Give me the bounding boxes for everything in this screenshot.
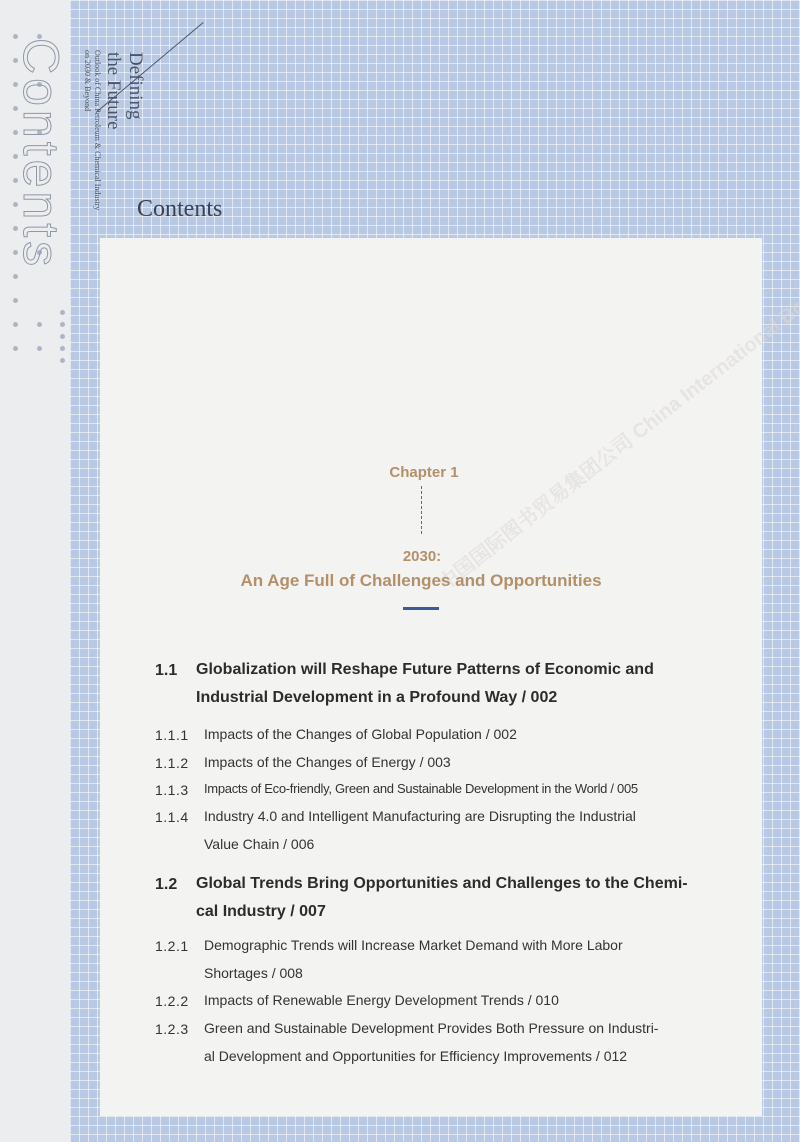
- section-title-line: Global Trends Bring Opportunities and Challenges to the Chemi-: [196, 875, 688, 892]
- section-title-line: Globalization will Reshape Future Patterns of Economic and: [196, 661, 654, 678]
- section-title-line: Industrial Development in a Profound Way / 002: [196, 689, 558, 706]
- subsection-number: 1.2.2: [155, 993, 189, 1009]
- chapter-dashed-connector: [421, 486, 422, 534]
- section-title-line: cal Industry / 007: [196, 903, 326, 920]
- toc-entry[interactable]: [204, 1014, 706, 1070]
- subsection-number: 1.2.1: [155, 938, 189, 954]
- section-title[interactable]: [196, 656, 706, 712]
- toc-entry-line: Impacts of the Changes of Energy / 003: [204, 754, 451, 770]
- chapter-underline-bar: [403, 607, 439, 610]
- subsection-number: 1.1.3: [155, 782, 189, 798]
- toc-entry-line: al Development and Opportunities for Efficiency Improvements / 012: [204, 1048, 628, 1064]
- toc-entry[interactable]: [204, 802, 706, 858]
- toc-entry[interactable]: [204, 748, 706, 776]
- subsection-number: 1.1.2: [155, 755, 189, 771]
- toc-entry-line: Green and Sustainable Development Provides Both Pressure on Industri-: [204, 1020, 659, 1036]
- page-title: Contents: [137, 196, 223, 222]
- toc-entry-line: Impacts of the Changes of Global Population / 002: [204, 726, 517, 742]
- watermark-stamp: 中国国际图书贸易集团公司 China International Book: [434, 280, 800, 596]
- toc-entry-line: Shortages / 008: [204, 965, 303, 981]
- toc-entry-line: Value Chain / 006: [204, 836, 315, 852]
- toc-entry[interactable]: [204, 775, 724, 803]
- book-subtitle-line2: on 2030 & Beyond: [83, 50, 92, 112]
- subsection-number: 1.2.3: [155, 1021, 189, 1037]
- chapter-title: An Age Full of Challenges and Opportunities: [240, 571, 602, 590]
- subsection-number: 1.1.1: [155, 727, 189, 743]
- section-number[interactable]: 1.2: [155, 876, 178, 893]
- book-subtitle-line1: Outlook of China Petroleum & Chemical Industry: [93, 50, 102, 211]
- book-title-line1: Defining: [125, 52, 146, 120]
- book-title-vertical: [102, 52, 146, 130]
- toc-entry-line: Impacts of Renewable Energy Development Trends / 010: [204, 992, 559, 1008]
- toc-entry-line: Industry 4.0 and Intelligent Manufacturing are Disrupting the Industrial: [204, 808, 636, 824]
- chapter-year: 2030:: [402, 548, 442, 565]
- toc-entry[interactable]: [204, 986, 706, 1014]
- book-subtitle-vertical: [82, 50, 102, 210]
- toc-entry-line: Impacts of Eco-friendly, Green and Sustainable Development in the World / 005: [204, 781, 638, 796]
- section-number[interactable]: 1.1: [155, 662, 178, 679]
- subsection-number: 1.1.4: [155, 809, 189, 825]
- toc-entry[interactable]: [204, 931, 706, 987]
- toc-entry-line: Demographic Trends will Increase Market Demand with More Labor: [204, 937, 623, 953]
- book-title-line2: the Future: [103, 52, 124, 130]
- vertical-contents-word: Contents: [13, 38, 69, 271]
- toc-entry[interactable]: [204, 720, 706, 748]
- chapter-label: Chapter 1: [389, 464, 459, 481]
- section-title[interactable]: [196, 870, 706, 926]
